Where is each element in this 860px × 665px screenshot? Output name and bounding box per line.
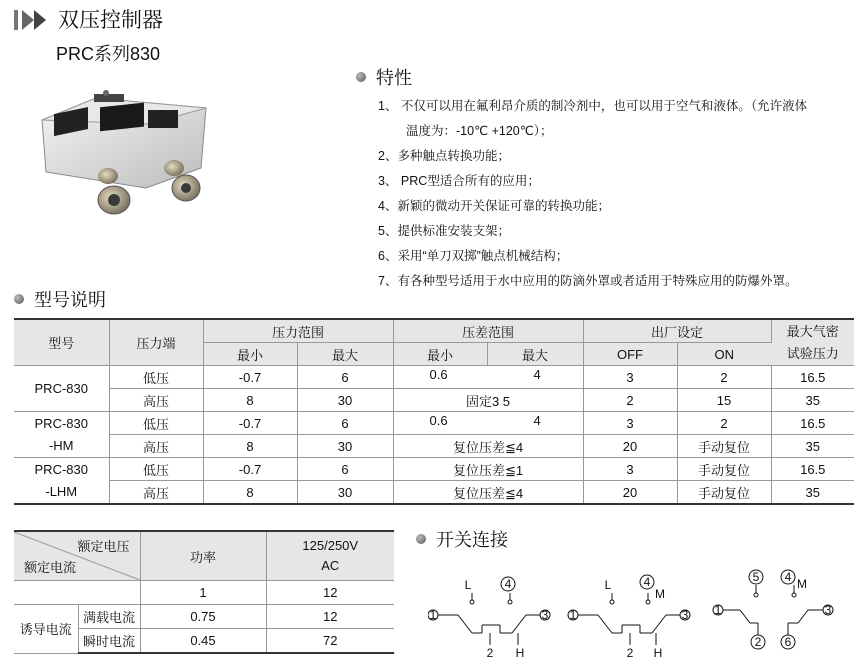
table-row: PRC-830 低压 -0.7 6 0.6 4 3 2 16.5	[14, 366, 854, 389]
rating-header-ac: 125/250V AC	[266, 531, 394, 581]
table-row: 高压 8 30 固定3 5 2 15 35	[14, 389, 854, 412]
header-on: ON	[677, 343, 771, 366]
bullet-icon	[356, 72, 366, 82]
model-heading: 型号说明	[14, 286, 106, 312]
header-dmax: 最大	[487, 343, 583, 366]
bullet-icon	[14, 294, 24, 304]
wire-label: 1	[569, 608, 577, 622]
wire-label: M	[655, 587, 665, 601]
feature-item: 4、新颖的微动开关保证可靠的转换功能；	[378, 199, 610, 213]
table-row: PRC-830 -HM 低压 -0.7 6 0.6 4 3 2 16.5	[14, 412, 854, 435]
model-cell: PRC-830 -LHM	[14, 458, 109, 505]
product-image	[36, 88, 214, 228]
wire-label: 3	[824, 603, 832, 617]
wire-label: 4	[504, 577, 512, 591]
wire-label: 4	[643, 575, 651, 589]
table-row: PRC-830 -LHM 低压 -0.7 6 复位压差≦1 3 手动复位 16.5	[14, 458, 854, 481]
wire-label: L	[464, 578, 472, 592]
model-cell: PRC-830	[14, 366, 109, 412]
page-title: 双压控制器	[58, 9, 163, 32]
header-off: OFF	[583, 343, 677, 366]
wire-label: M	[797, 577, 807, 591]
wiring-diagram	[428, 565, 848, 661]
header-model: 型号	[14, 319, 109, 366]
wire-label: 2	[754, 635, 762, 649]
wire-label: 2	[626, 646, 634, 660]
header-diff-range: 压差范围	[393, 319, 583, 343]
rating-group-label: 诱导电流	[14, 605, 78, 654]
feature-item: 3、 PRC型适合所有的应用；	[378, 174, 540, 188]
wire-label: L	[604, 578, 612, 592]
feature-item: 2、多种触点转换功能；	[378, 149, 510, 163]
bullet-icon	[416, 534, 426, 544]
header-max-test: 最大气密 试验压力	[771, 319, 854, 366]
page-subtitle: PRC系列830	[56, 44, 161, 64]
header-port: 压力端	[109, 319, 203, 366]
rating-header-power: 功率	[140, 531, 266, 581]
rating-table	[14, 530, 394, 654]
feature-item: 1、 不仅可以用在氟利昂介质的制冷剂中，也可以用于空气和液体。（允许液体	[378, 99, 808, 113]
table-row: 1 12	[14, 581, 394, 605]
header-pmin: 最小	[203, 343, 297, 366]
wire-label: 5	[752, 570, 760, 584]
header-pressure-range: 压力范围	[203, 319, 393, 343]
wire-label: 4	[784, 570, 792, 584]
header-dmin: 最小	[393, 343, 487, 366]
rating-corner: 额定电压 额定电流	[14, 531, 140, 581]
wire-label: 6	[784, 635, 792, 649]
feature-item: 6、采用“单刀双掷”触点机械结构；	[378, 249, 569, 263]
wire-label: 3	[541, 608, 549, 622]
feature-item: 温度为：-10℃ +120℃）；	[406, 124, 553, 138]
wire-label: 1	[714, 603, 722, 617]
features-heading: 特性	[356, 64, 412, 90]
header-pmax: 最大	[297, 343, 393, 366]
features-list	[378, 94, 854, 294]
model-cell: PRC-830 -HM	[14, 412, 109, 458]
feature-item: 5、提供标准安装支架；	[378, 224, 510, 238]
table-row: 诱导电流 满载电流 0.75 12	[14, 605, 394, 629]
table-row: 高压 8 30 复位压差≦4 20 手动复位 35	[14, 481, 854, 505]
wire-label: 1	[429, 608, 437, 622]
wire-label: 2	[486, 646, 494, 660]
model-table	[14, 318, 854, 505]
table-row: 瞬时电流 0.45 72	[14, 629, 394, 654]
title-arrow-icon	[14, 8, 50, 32]
wire-label: H	[653, 646, 663, 660]
header-factory: 出厂设定	[583, 319, 771, 343]
wire-label: H	[515, 646, 525, 660]
wiring-heading: 开关连接	[416, 526, 508, 552]
table-row: 高压 8 30 复位压差≦4 20 手动复位 35	[14, 435, 854, 458]
wire-label: 3	[681, 608, 689, 622]
feature-item: 7、有各种型号适用于水中应用的防滴外罩或者适用于特殊应用的防爆外罩。	[378, 274, 798, 288]
